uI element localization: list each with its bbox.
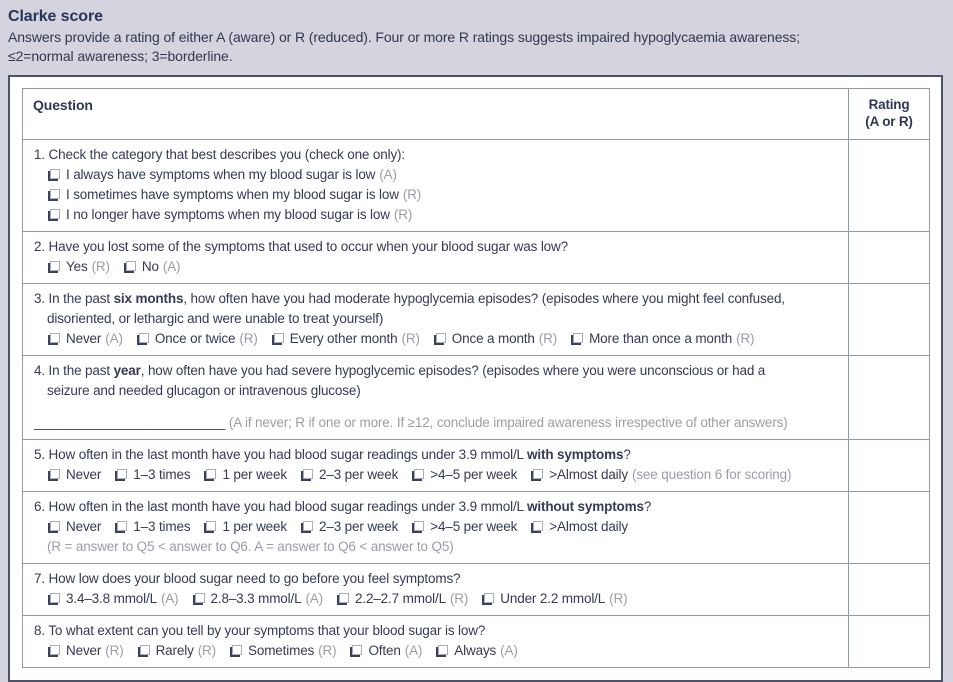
checkbox-option[interactable] [47, 643, 124, 658]
rating-cell[interactable] [849, 232, 930, 284]
option-rating: (A) [160, 591, 179, 606]
checkbox-icon[interactable] [573, 333, 583, 343]
question-row [23, 284, 930, 356]
option-label: Often [368, 643, 401, 658]
option-rating: (R) [402, 187, 422, 202]
line-spacer [34, 401, 840, 413]
question-line [34, 517, 840, 537]
checkbox-option[interactable] [229, 643, 336, 658]
rating-cell[interactable] [849, 616, 930, 668]
checkbox-icon[interactable] [50, 521, 60, 531]
checkbox-icon[interactable] [352, 645, 362, 655]
question-row [23, 616, 930, 668]
checkbox-icon[interactable] [339, 593, 349, 603]
checkbox-icon[interactable] [195, 593, 205, 603]
question-cell [23, 232, 849, 284]
question-text: 6. How often in the last month have you had blood sugar readings under 3.9 mmol/L [34, 499, 528, 514]
question-line [34, 309, 840, 329]
intro-line-1: Answers provide a rating of either A (aware) or R (reduced). Four or more R ratings suggests impaired hypoglycaemia awareness; [8, 29, 800, 45]
checkbox-option[interactable] [203, 467, 287, 482]
checkbox-icon[interactable] [438, 645, 448, 655]
checkbox-icon[interactable] [303, 521, 313, 531]
option-label: >Almost daily [549, 467, 628, 482]
checkbox-icon[interactable] [50, 169, 60, 179]
checkbox-icon[interactable] [533, 469, 543, 479]
question-text: , how often have you had moderate hypoglycemia episodes? (episodes where you might feel confused, [183, 291, 785, 306]
option-rating: (A) [379, 167, 397, 182]
option-label: Never [66, 331, 102, 346]
option-label: I no longer have symptoms when my blood sugar is low [66, 207, 390, 222]
question-text: six months [113, 291, 184, 306]
questionnaire-box [8, 75, 943, 682]
question-line [34, 589, 840, 609]
option-rating: (R) [91, 259, 110, 274]
intro-line-2: ≤2=normal awareness; 3=borderline. [8, 48, 233, 64]
option-label: Never [66, 643, 102, 658]
checkbox-option[interactable] [433, 331, 557, 346]
question-row [23, 440, 930, 492]
option-rating: (R) [197, 643, 216, 658]
question-line [34, 569, 840, 589]
checkbox-option[interactable] [47, 187, 421, 202]
rating-cell[interactable] [849, 492, 930, 564]
checkbox-option[interactable] [47, 331, 123, 346]
checkbox-option[interactable] [300, 467, 398, 482]
checkbox-icon[interactable] [139, 333, 149, 343]
checkbox-option[interactable] [349, 643, 422, 658]
question-text: 3. In the past [34, 291, 114, 306]
question-text: with symptoms [527, 447, 624, 462]
option-rating: (R) [609, 591, 628, 606]
option-label: Never [66, 467, 102, 482]
checkbox-icon[interactable] [274, 333, 284, 343]
question-rows [23, 140, 930, 668]
question-line [34, 237, 840, 257]
option-label: Once or twice [154, 331, 236, 346]
question-row [23, 564, 930, 616]
checkbox-icon[interactable] [117, 521, 127, 531]
question-row [23, 232, 930, 284]
question-cell [23, 492, 849, 564]
checkbox-option[interactable] [203, 519, 287, 534]
rating-cell[interactable] [849, 284, 930, 356]
option-rating: (R) [239, 331, 258, 346]
option-label: 2–3 per week [319, 467, 399, 482]
option-label: Never [66, 519, 102, 534]
clarke-score-table [22, 88, 930, 668]
question-text: ? [643, 499, 652, 514]
checkbox-option[interactable] [47, 519, 101, 534]
checkbox-icon[interactable] [50, 333, 60, 343]
option-label: Under 2.2 mmol/L [500, 591, 606, 606]
intro-text [8, 28, 944, 66]
option-label: 1–3 times [133, 467, 191, 482]
option-label: 2–3 per week [319, 519, 399, 534]
checkbox-icon[interactable] [232, 645, 242, 655]
checkbox-option[interactable] [481, 591, 627, 606]
question-text: 2. Have you lost some of the symptoms that used to occur when your blood sugar was low? [34, 239, 568, 254]
question-row [23, 492, 930, 564]
option-rating: (see question 6 for scoring) [631, 467, 792, 482]
checkbox-option[interactable] [435, 643, 517, 658]
question-line [34, 361, 840, 381]
checkbox-option[interactable] [271, 331, 420, 346]
rating-header-line-1: Rating [868, 97, 910, 112]
option-label: Yes [66, 259, 88, 274]
option-label: Rarely [155, 643, 194, 658]
checkbox-option[interactable] [336, 591, 468, 606]
option-label: I sometimes have symptoms when my blood sugar is low [66, 187, 399, 202]
question-row [23, 356, 930, 440]
question-line [34, 413, 840, 433]
question-line [34, 145, 840, 165]
checkbox-option[interactable] [114, 467, 190, 482]
rating-cell[interactable] [849, 356, 930, 440]
table-header-row [23, 89, 930, 140]
checkbox-icon[interactable] [414, 469, 424, 479]
checkbox-option[interactable] [530, 467, 791, 482]
question-cell [23, 140, 849, 232]
checkbox-icon[interactable] [303, 469, 313, 479]
question-text: ? [623, 447, 631, 462]
option-label: >Almost daily [549, 519, 628, 534]
checkbox-option[interactable] [136, 331, 258, 346]
rating-cell[interactable] [849, 440, 930, 492]
rating-cell[interactable] [849, 564, 930, 616]
option-label: 1–3 times [133, 519, 191, 534]
checkbox-option[interactable] [47, 467, 101, 482]
option-label: 3.4–3.8 mmol/L [66, 591, 157, 606]
question-line [34, 329, 840, 349]
checkbox-option[interactable] [47, 207, 412, 222]
question-text: , how often have you had severe hypoglycemic episodes? (episodes where you were unconscious or had a [140, 363, 766, 378]
option-label: 1 per week [222, 467, 287, 482]
question-text: 7. How low does your blood sugar need to go before you feel symptoms? [34, 571, 461, 586]
question-line [34, 621, 840, 641]
option-label: >4–5 per week [430, 519, 518, 534]
question-text: 4. In the past [34, 363, 114, 378]
question-text: 8. To what extent can you tell by your symptoms that your blood sugar is low? [34, 623, 486, 638]
page-title: Clarke score [8, 8, 103, 25]
question-text: year [113, 363, 141, 378]
question-line [34, 257, 840, 277]
checkbox-icon[interactable] [206, 469, 216, 479]
option-label: 2.2–2.7 mmol/L [355, 591, 446, 606]
question-line [34, 289, 840, 309]
option-label: No [141, 259, 159, 274]
question-line [34, 641, 840, 661]
note-text: (A if never; R if one or more. If ≥12, conclude impaired awareness irrespective of other answers) [228, 415, 788, 430]
question-line [34, 205, 840, 225]
rating-cell[interactable] [849, 140, 930, 232]
option-rating: (R) [401, 331, 420, 346]
option-label: Every other month [289, 331, 398, 346]
checkbox-option[interactable] [47, 167, 397, 182]
option-label: >4–5 per week [430, 467, 518, 482]
option-rating: (R) [449, 591, 469, 606]
checkbox-icon[interactable] [140, 645, 150, 655]
checkbox-option[interactable] [192, 591, 324, 606]
rating-header-line-2: (A or R) [865, 114, 913, 129]
question-cell [23, 564, 849, 616]
option-rating: (A) [105, 331, 123, 346]
checkbox-icon[interactable] [50, 189, 60, 199]
question-line [34, 497, 840, 517]
option-label: 1 per week [222, 519, 287, 534]
checkbox-icon[interactable] [50, 261, 60, 271]
option-rating: (R) [538, 331, 558, 346]
option-label: Once a month [451, 331, 535, 346]
checkbox-icon[interactable] [126, 261, 136, 271]
option-label: 2.8–3.3 mmol/L [210, 591, 302, 606]
question-text: disoriented, or lethargic and were unable to treat yourself) [47, 311, 384, 326]
option-label: More than once a month [589, 331, 733, 346]
question-line [34, 381, 840, 401]
question-cell [23, 616, 849, 668]
checkbox-option[interactable] [411, 467, 517, 482]
checkbox-icon[interactable] [206, 521, 216, 531]
option-rating: (A) [404, 643, 423, 658]
checkbox-option[interactable] [530, 519, 628, 534]
question-text: __________________________ [34, 415, 229, 430]
checkbox-icon[interactable] [50, 209, 60, 219]
checkbox-icon[interactable] [50, 645, 60, 655]
checkbox-icon[interactable] [50, 469, 60, 479]
question-cell [23, 440, 849, 492]
checkbox-option[interactable] [47, 259, 110, 274]
question-text: 1. Check the category that best describes you (check one only): [34, 147, 406, 162]
question-cell [23, 356, 849, 440]
question-cell [23, 284, 849, 356]
checkbox-option[interactable] [411, 519, 517, 534]
question-text: seizure and needed glucagon or intravenous glucose) [47, 383, 361, 398]
option-label: Always [454, 643, 497, 658]
option-rating: (R) [393, 207, 413, 222]
option-rating: (R) [736, 331, 755, 346]
question-line [34, 165, 840, 185]
checkbox-icon[interactable] [117, 469, 127, 479]
checkbox-icon[interactable] [414, 521, 424, 531]
checkbox-option[interactable] [570, 331, 754, 346]
checkbox-option[interactable] [123, 259, 181, 274]
question-line [34, 185, 840, 205]
option-rating: (A) [500, 643, 518, 658]
checkbox-icon[interactable] [436, 333, 446, 343]
option-rating: (A) [162, 259, 181, 274]
option-label: Sometimes [247, 643, 315, 658]
question-text: without symptoms [527, 499, 644, 514]
rating-column-header [849, 89, 930, 140]
option-rating: (R) [105, 643, 124, 658]
note-text: (R = answer to Q5 < answer to Q6. A = answer to Q6 < answer to Q5) [47, 539, 454, 554]
checkbox-option[interactable] [300, 519, 398, 534]
checkbox-icon[interactable] [484, 593, 494, 603]
option-rating: (R) [318, 643, 337, 658]
checkbox-icon[interactable] [533, 521, 543, 531]
checkbox-option[interactable] [114, 519, 190, 534]
checkbox-option[interactable] [47, 591, 179, 606]
question-line [34, 465, 840, 485]
checkbox-option[interactable] [137, 643, 216, 658]
option-rating: (A) [305, 591, 323, 606]
checkbox-icon[interactable] [50, 593, 60, 603]
question-row [23, 140, 930, 232]
question-text: 5. How often in the last month have you had blood sugar readings under 3.9 mmol/L [34, 447, 528, 462]
question-line [34, 445, 840, 465]
question-line [34, 537, 840, 557]
option-label: I always have symptoms when my blood sugar is low [66, 167, 376, 182]
question-column-header: Question [23, 89, 849, 140]
